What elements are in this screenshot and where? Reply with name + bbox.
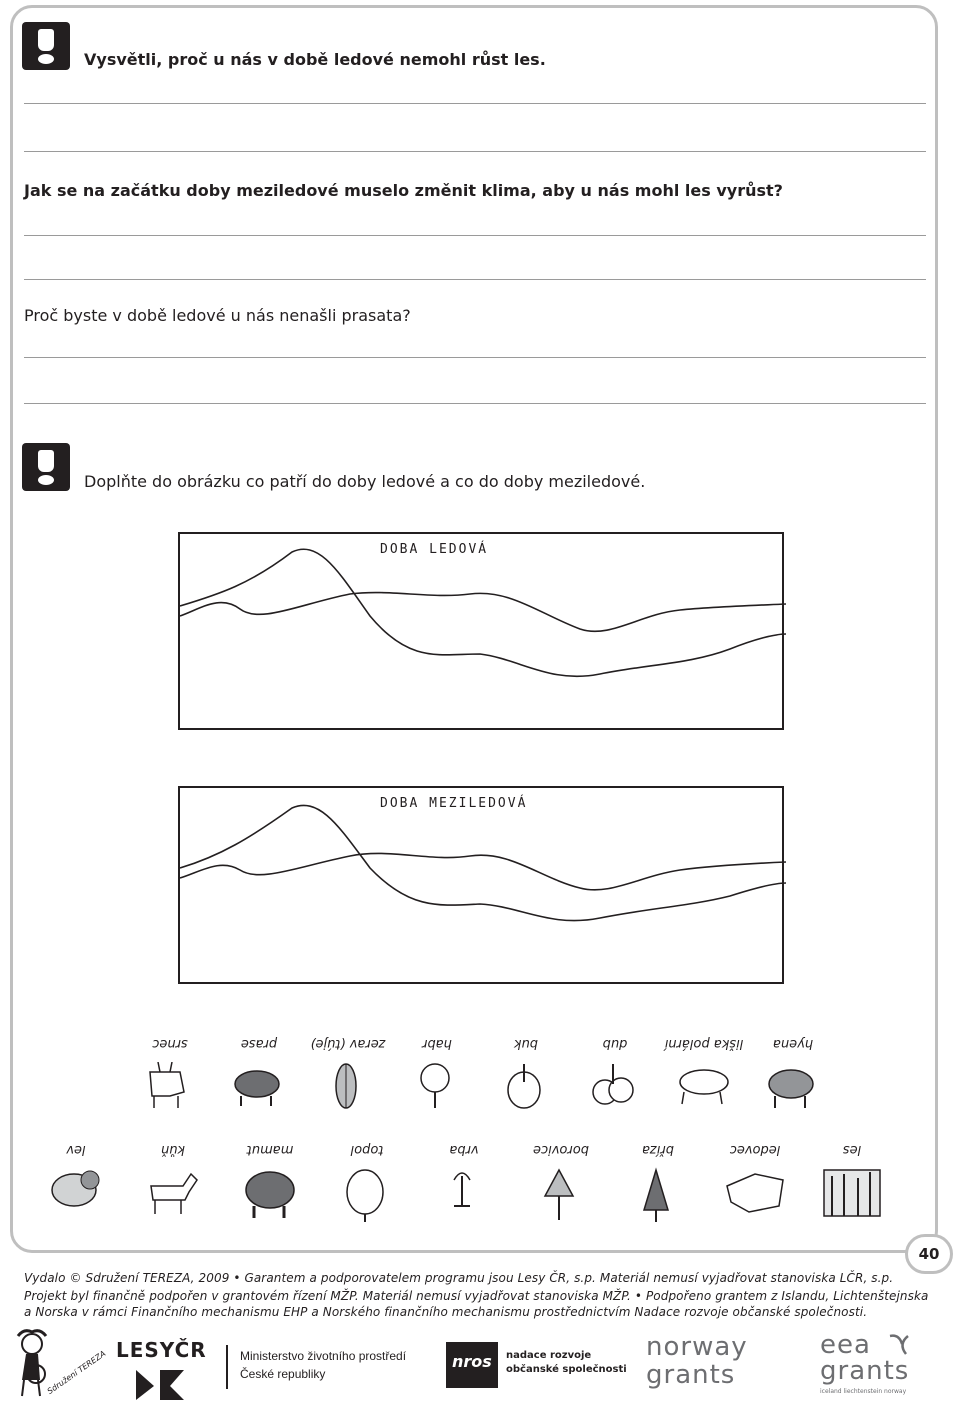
page-number: 40 xyxy=(905,1234,953,1274)
footer-line-3: a Norska v rámci Finančního mechanismu EHP a Norského finančního mechanismu prostřednictvím Nadace rozvoje občanské společnosti. xyxy=(24,1305,868,1319)
bottom-row-card[interactable] xyxy=(707,1136,803,1256)
card-label: srnec xyxy=(152,1036,188,1051)
question-1: Vysvětli, proč u nás v době ledové nemohl růst les. xyxy=(84,50,546,69)
answer-line[interactable] xyxy=(24,103,926,104)
mountain-landscape-drawing xyxy=(180,788,786,986)
deer-icon xyxy=(140,1062,200,1122)
nros-logo-line-2: občanské společnosti xyxy=(506,1364,627,1375)
mountain-landscape-drawing xyxy=(180,534,786,732)
answer-line[interactable] xyxy=(24,279,926,280)
footer-line-2: Projekt byl finančně podpořen v grantovém řízení MŽP. Materiál nemusí vyjadřovat stanoviska MŽP. • Podpořeno grantem z Islandu, Lichtenštejnska xyxy=(24,1289,929,1303)
tereza-logo xyxy=(10,1328,108,1400)
card-label: dub xyxy=(602,1036,628,1051)
answer-line[interactable] xyxy=(24,151,926,152)
card-label: kůň xyxy=(161,1142,186,1157)
willow-icon xyxy=(434,1166,494,1226)
task-instruction: Doplňte do obrázku co patří do doby ledové a co do doby meziledové. xyxy=(84,472,646,491)
norway-grants-line-2: grants xyxy=(646,1360,736,1390)
nros-logo xyxy=(446,1340,636,1390)
bottom-row-card[interactable] xyxy=(416,1136,512,1256)
exclamation-icon xyxy=(22,443,70,491)
birch-icon xyxy=(628,1166,688,1226)
bottom-row-card[interactable] xyxy=(804,1136,900,1256)
bottom-row-card[interactable] xyxy=(125,1136,221,1256)
top-row-card[interactable] xyxy=(567,1026,663,1146)
eea-grants-sub: iceland liechtenstein norway xyxy=(820,1388,907,1395)
bottom-row-card[interactable] xyxy=(28,1136,124,1256)
question-2: Jak se na začátku doby meziledové muselo změnit klima, aby u nás mohl les vyrůst? xyxy=(24,181,783,200)
exclamation-icon xyxy=(22,22,70,70)
glacier-icon xyxy=(725,1166,785,1226)
boar-icon xyxy=(229,1062,289,1122)
bottom-row-card[interactable] xyxy=(222,1136,318,1256)
top-row-card[interactable] xyxy=(656,1026,752,1146)
interglacial-title: DOBA MEZILEDOVÁ xyxy=(380,796,528,811)
beech-icon xyxy=(496,1062,556,1122)
card-label: zerav (túje) xyxy=(310,1036,386,1051)
card-label: borovice xyxy=(533,1142,589,1157)
card-label: bříza xyxy=(642,1142,674,1157)
ice-age-panel[interactable] xyxy=(178,532,784,730)
oak-icon xyxy=(585,1062,645,1122)
lesy-cr-logo xyxy=(110,1338,210,1402)
ice-age-title: DOBA LEDOVÁ xyxy=(380,542,489,557)
answer-line[interactable] xyxy=(24,357,926,358)
bottom-row-card[interactable] xyxy=(513,1136,609,1256)
card-label: mamut xyxy=(246,1142,294,1157)
top-row-card[interactable] xyxy=(122,1026,218,1146)
norway-grants-logo xyxy=(646,1332,766,1394)
pine-icon xyxy=(531,1166,591,1226)
thuja-icon xyxy=(318,1062,378,1122)
eea-grants-line-2: grants xyxy=(820,1356,910,1386)
card-label: ledovec xyxy=(729,1142,781,1157)
lesy-cr-logo-text: LESYČR xyxy=(116,1338,207,1362)
answer-line[interactable] xyxy=(24,235,926,236)
card-label: les xyxy=(842,1142,862,1157)
tereza-logo-text: Sdružení TEREZA xyxy=(45,1349,108,1396)
eea-grants-line-1: eea xyxy=(820,1330,871,1360)
card-label: habr xyxy=(422,1036,452,1051)
top-row-card[interactable] xyxy=(389,1026,485,1146)
top-row-card[interactable] xyxy=(211,1026,307,1146)
answer-line[interactable] xyxy=(24,403,926,404)
card-label: liška polární xyxy=(664,1036,744,1051)
bottom-row-card[interactable] xyxy=(610,1136,706,1256)
card-label: lev xyxy=(66,1142,86,1157)
card-label: prase xyxy=(240,1036,278,1051)
bottom-row-card[interactable] xyxy=(319,1136,415,1256)
hornbeam-icon xyxy=(407,1062,467,1122)
footer-line-1: Vydalo © Sdružení TEREZA, 2009 • Garantem a podporovatelem programu jsou Lesy ČR, s.p. Materiál nemusí vyjadřovat stanoviska LČR, s.p. xyxy=(24,1271,894,1285)
lion-icon xyxy=(46,1166,106,1226)
top-row-card[interactable] xyxy=(745,1026,841,1146)
mzp-logo-line-2: České republiky xyxy=(240,1367,326,1381)
forest-icon xyxy=(822,1166,882,1226)
horse-icon xyxy=(143,1166,203,1226)
hyena-icon xyxy=(763,1062,823,1122)
question-3: Proč byste v době ledové u nás nenašli prasata? xyxy=(24,306,411,325)
mammoth-icon xyxy=(240,1166,300,1226)
nros-logo-line-1: nadace rozvoje xyxy=(506,1350,592,1361)
card-label: vrba xyxy=(449,1142,479,1157)
eea-star-icon xyxy=(884,1330,914,1360)
arctic-fox-icon xyxy=(674,1062,734,1122)
mzp-logo-line-1: Ministerstvo životního prostředí xyxy=(240,1349,407,1363)
norway-grants-line-1: norway xyxy=(646,1332,748,1362)
top-row-card[interactable] xyxy=(300,1026,396,1146)
card-label: buk xyxy=(513,1036,539,1051)
top-row-card[interactable] xyxy=(478,1026,574,1146)
interglacial-panel[interactable] xyxy=(178,786,784,984)
nros-logo-mark: nros xyxy=(452,1352,492,1371)
eea-grants-logo xyxy=(820,1330,940,1400)
card-label: topol xyxy=(350,1142,384,1157)
card-label: hyena xyxy=(772,1036,814,1051)
poplar-icon xyxy=(337,1166,397,1226)
mzp-logo xyxy=(226,1345,408,1389)
